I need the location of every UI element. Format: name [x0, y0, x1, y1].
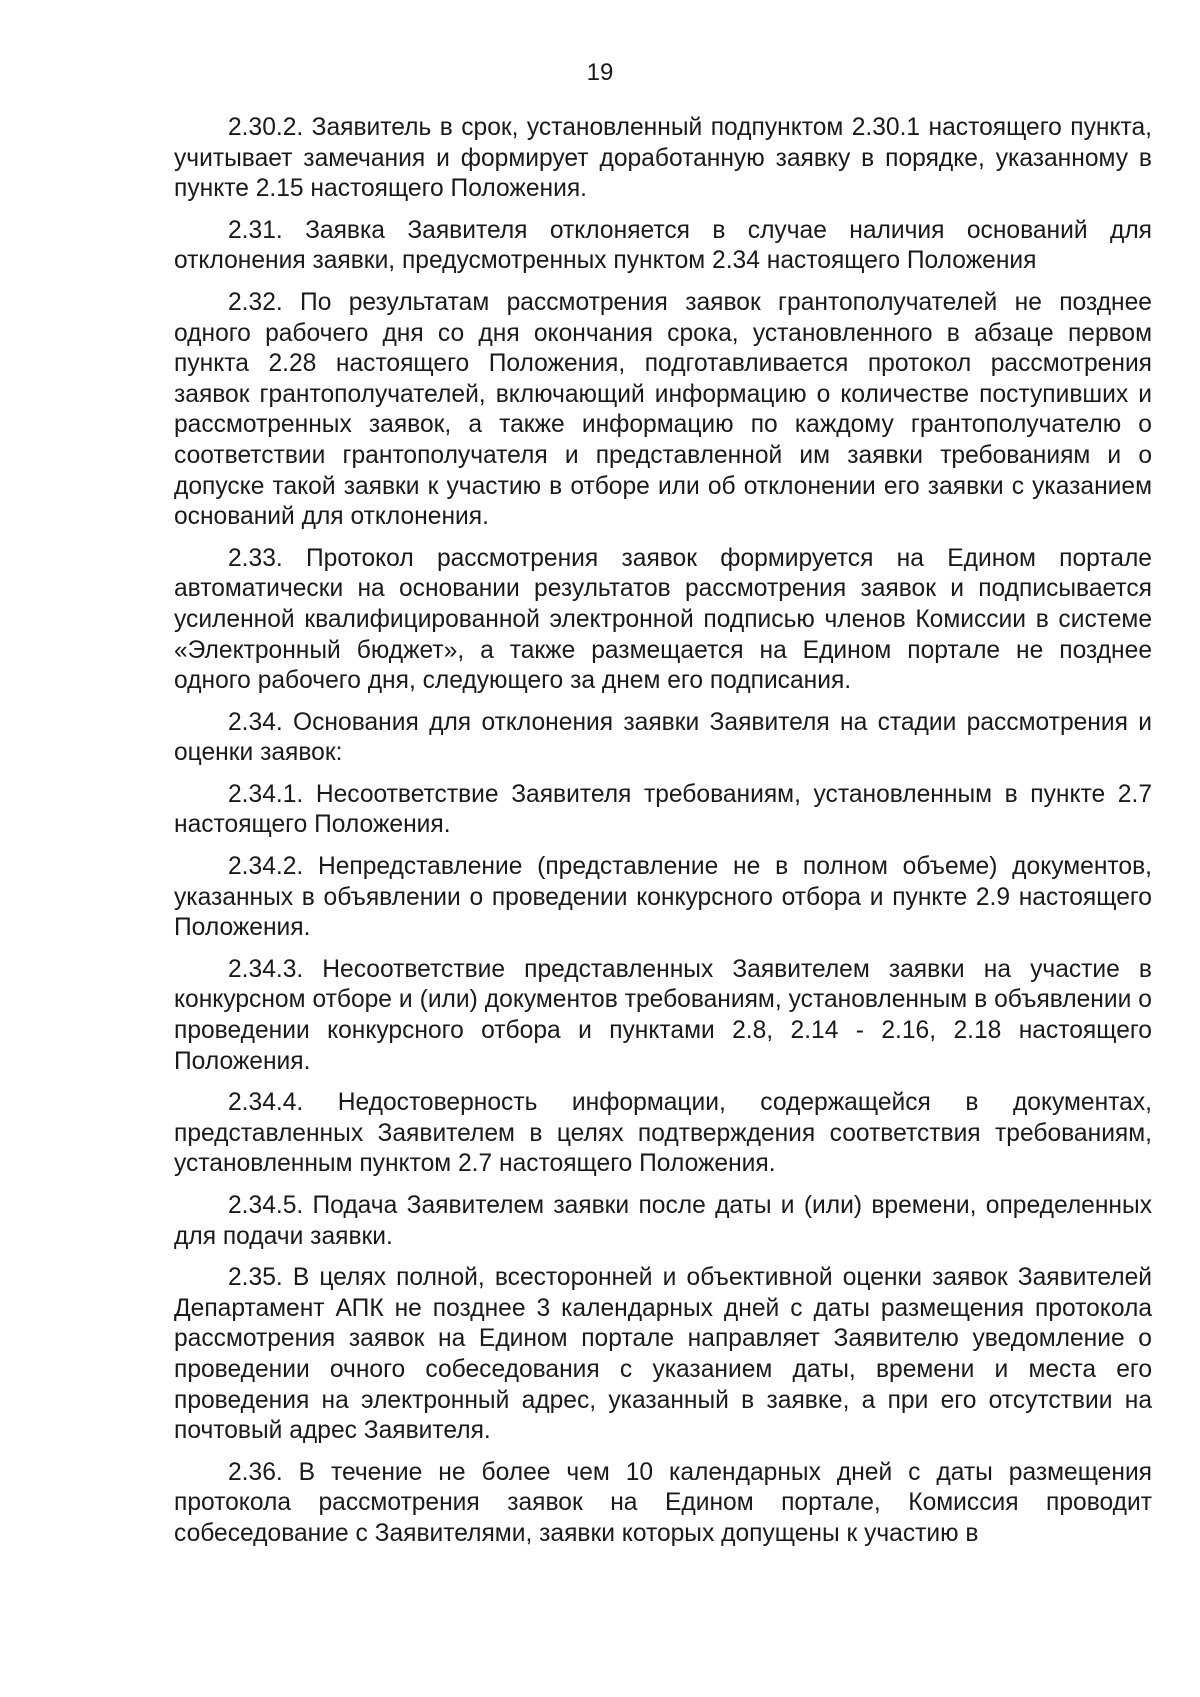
paragraph-2-30-2: 2.30.2. Заявитель в срок, установленный подпунктом 2.30.1 настоящего пункта, учитывает замечания и формирует доработанную заявку в порядке, указанному в пункте 2.15 настоящего Положения.	[174, 114, 1152, 203]
paragraph-2-34-3: 2.34.3. Несоответствие представленных Заявителем заявки на участие в конкурсном отборе и (или) документов требованиям, установленным в объявлении о проведении конкурсного отбора и пунктами 2.8, 2.14 - 2.16, 2.18 настоящего Положения.	[174, 955, 1152, 1075]
paragraph-2-33: 2.33. Протокол рассмотрения заявок формируется на Едином портале автоматически на основании результатов рассмотрения заявок и подписывается усиленной квалифицированной электронной подписью членов Комиссии в системе «Электронный бюджет», а также размещается на Едином портале не позднее одного рабочего дня, следующего за днем его подписания.	[174, 544, 1152, 695]
paragraph-2-34-5: 2.34.5. Подача Заявителем заявки после даты и (или) времени, определенных для подачи заявки.	[174, 1192, 1152, 1250]
paragraph-2-34-1: 2.34.1. Несоответствие Заявителя требованиям, установленным в пункте 2.7 настоящего Положения.	[174, 780, 1152, 839]
paragraph-2-34-2: 2.34.2. Непредставление (представление не в полном объеме) документов, указанных в объявлении о проведении конкурсного отбора и пункте 2.9 настоящего Положения.	[174, 853, 1152, 942]
document-body	[174, 113, 1152, 1561]
paragraph-2-36: 2.36. В течение не более чем 10 календарных дней с даты размещения протокола рассмотрения заявок на Едином портале, Комиссия проводит собеседование с Заявителями, заявки которых допущены к участию в	[174, 1458, 1152, 1547]
paragraph-2-34-4: 2.34.4. Недостоверность информации, содержащейся в документах, представленных Заявителем в целях подтверждения соответствия требованиям, установленным пунктом 2.7 настоящего Положения.	[174, 1089, 1152, 1178]
paragraph-2-35: 2.35. В целях полной, всесторонней и объективной оценки заявок Заявителей Департамент АПК не позднее 3 календарных дней с даты размещения протокола рассмотрения заявок на Едином портале направляет Заявителю уведомление о проведении очного собеседования с указанием даты, времени и места его проведения на электронный адрес, указанный в заявке, а при его отсутствии на почтовый адрес Заявителя.	[174, 1264, 1152, 1445]
paragraph-2-31: 2.31. Заявка Заявителя отклоняется в случае наличия оснований для отклонения заявки, предусмотренных пунктом 2.34 настоящего Положения	[174, 216, 1152, 275]
page-number: 19	[586, 59, 614, 86]
paragraph-2-32: 2.32. По результатам рассмотрения заявок грантополучателей не позднее одного рабочего дня со дня окончания срока, установленного в абзаце первом пункта 2.28 настоящего Положения, подготавливается протокол рассмотрения заявок грантополучателей, включающий информацию о количестве поступивших и рассмотренных заявок, а также информацию по каждому грантополучателю о соответствии грантополучателя и представленной им заявки требованиям и о допуске такой заявки к участию в отборе или об отклонении его заявки с указанием оснований для отклонения.	[174, 288, 1152, 531]
paragraph-2-34: 2.34. Основания для отклонения заявки Заявителя на стадии рассмотрения и оценки заявок:	[174, 708, 1152, 767]
